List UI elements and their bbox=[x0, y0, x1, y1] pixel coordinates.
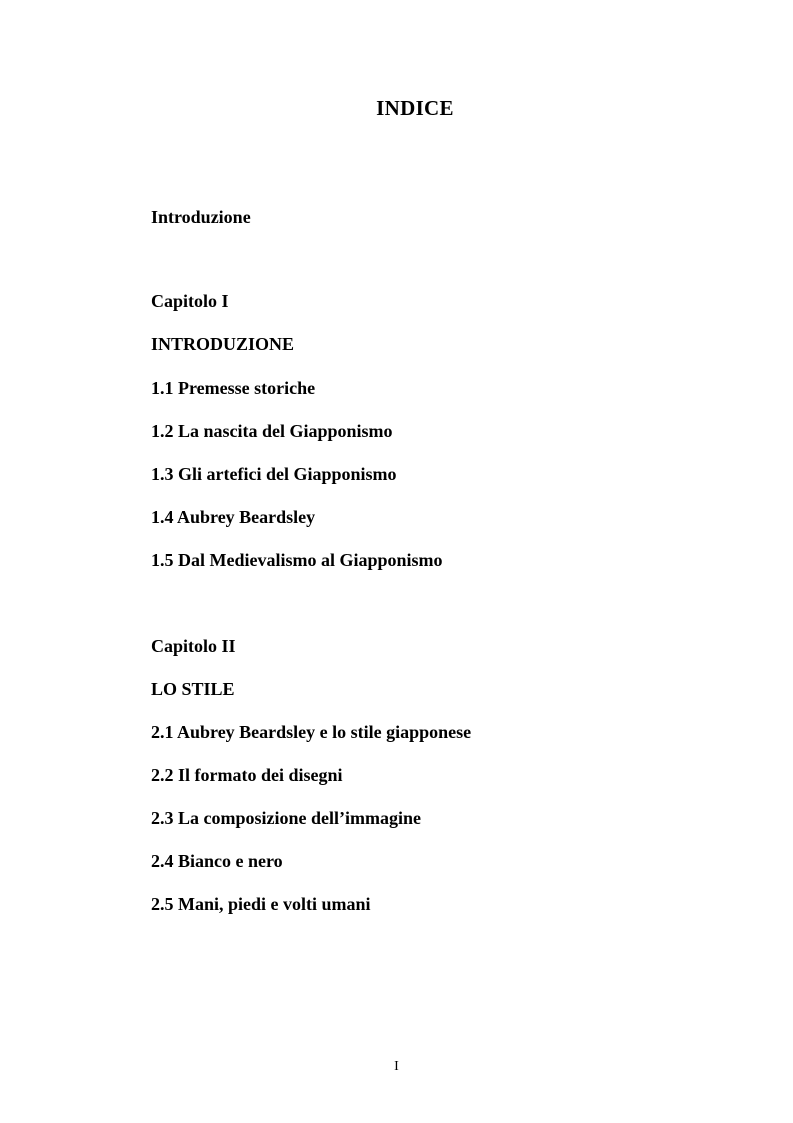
section-2-5: 2.5 Mani, piedi e volti umani bbox=[151, 894, 371, 914]
page-title: INDICE bbox=[376, 96, 454, 120]
chapter-1-label: Capitolo I bbox=[151, 291, 229, 311]
chapter-1-heading: INTRODUZIONE bbox=[151, 334, 295, 354]
section-1-3: 1.3 Gli artefici del Giapponismo bbox=[151, 464, 397, 484]
section-1-1: 1.1 Premesse storiche bbox=[151, 378, 316, 398]
chapter-2-heading: LO STILE bbox=[151, 679, 235, 699]
toc-entry-introduzione: Introduzione bbox=[151, 207, 251, 227]
section-1-2: 1.2 La nascita del Giapponismo bbox=[151, 421, 393, 441]
page-number: I bbox=[394, 1059, 399, 1074]
section-2-1: 2.1 Aubrey Beardsley e lo stile giapponese bbox=[151, 722, 472, 742]
section-1-4: 1.4 Aubrey Beardsley bbox=[151, 507, 316, 527]
section-1-5: 1.5 Dal Medievalismo al Giapponismo bbox=[151, 550, 443, 570]
section-2-4: 2.4 Bianco e nero bbox=[151, 851, 283, 871]
section-2-3: 2.3 La composizione dell’immagine bbox=[151, 808, 421, 828]
chapter-2-label: Capitolo II bbox=[151, 636, 236, 656]
section-2-2: 2.2 Il formato dei disegni bbox=[151, 765, 343, 785]
